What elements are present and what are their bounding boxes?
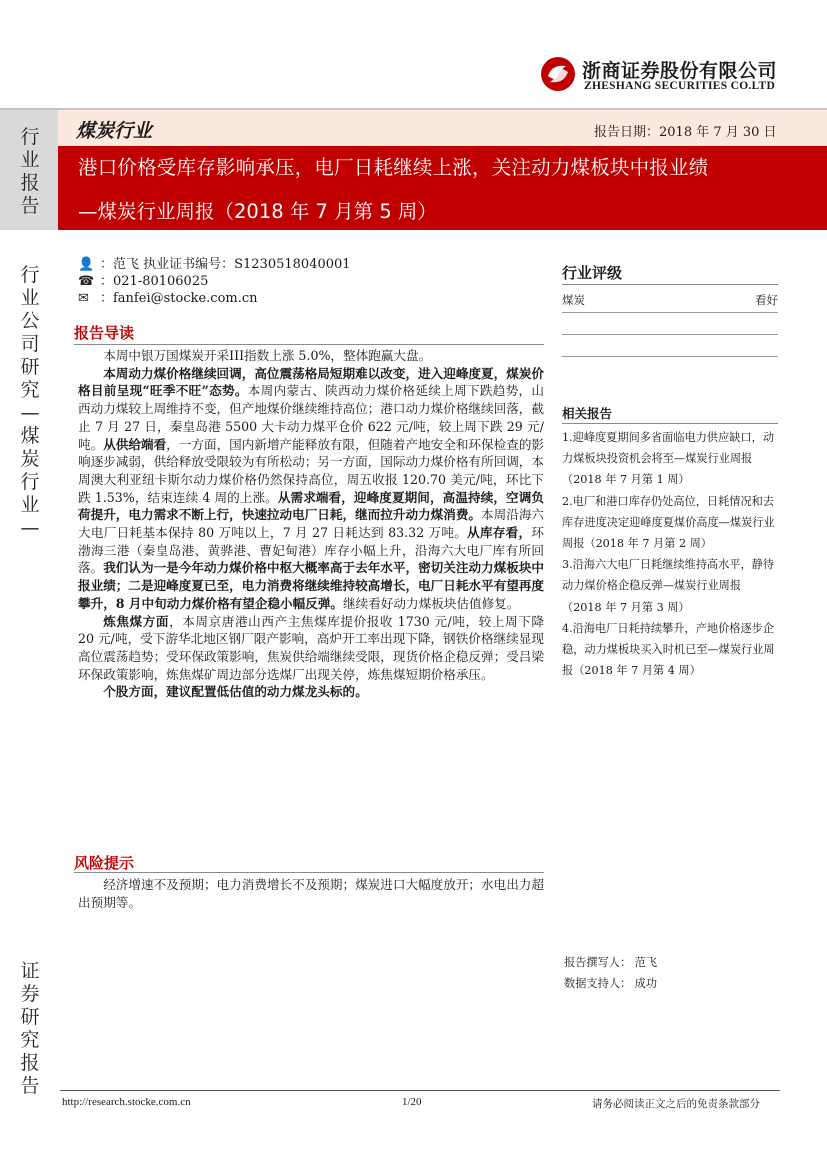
company-name-cn: 浙商证券股份有限公司 [582, 60, 778, 82]
email-address[interactable]: ：fanfei@stocke.com.cn [100, 291, 258, 306]
p2-bold-3: 从需求端看，迎峰度夏期间，高温持续，空调负荷提升，电力需求不断上行，快速拉动电厂日耗，继而拉升动力煤消费。 [78, 489, 545, 523]
side-middle-char: — [20, 517, 40, 539]
p2-bold-2: 从供给端看 [103, 436, 167, 452]
related-report-item[interactable]: 4.沿海电厂日耗持续攀升，产地价格逐步企稳，动力煤板块买入时机已至—煤炭行业周报（2018 年 7 月第 4 周） [562, 621, 775, 678]
disclaimer-note: 请务必阅读正文之后的免责条款部分 [592, 1098, 760, 1110]
side-label-middle [10, 264, 50, 540]
rating-line-3 [562, 356, 778, 357]
phone-number: ：021-80106025 [100, 274, 209, 289]
side-middle-char: 业 [20, 287, 40, 309]
intro-body [78, 347, 544, 701]
p2-text-3: 本周沿海六大电厂日耗基本保持 80 万吨以上，7 月 27 日耗达到 83.32 万吨。 [78, 507, 545, 541]
p2-bold-5: 我们认为一是今年动力煤价格中枢大概率高于去年水平，密切关注动力煤板块中报业绩；二是迎峰度夏已至，电力消费将继续维持较高增长，电厂日耗水平有望再度攀升，8 月中旬动力煤价格有望企稳小幅反弹。 [78, 560, 545, 611]
industry-name: 煤炭行业 [76, 120, 153, 142]
related-reports-list [562, 427, 780, 681]
data-supporter: 数据支持人： 成功 [564, 977, 658, 990]
side-label-top [10, 126, 50, 218]
side-middle-char: 煤 [20, 425, 40, 447]
rating-line-2 [562, 334, 778, 335]
side-top-char: 告 [20, 195, 40, 217]
p3-bold-1: 炼焦煤方面 [103, 613, 170, 629]
side-top-char: 行 [20, 126, 40, 148]
phone-icon: ☎ [78, 274, 95, 289]
analyst-row [78, 256, 351, 273]
side-bottom-char: 券 [20, 983, 40, 1005]
paragraph-1 [78, 347, 544, 365]
report-writer: 报告撰写人： 范飞 [564, 956, 658, 969]
side-middle-char: 司 [20, 333, 40, 355]
email-row [78, 290, 351, 307]
risk-text: 经济增速不及预期；电力消费增长不及预期；煤炭进口大幅度放开；水电出力超出预期等。 [78, 877, 544, 910]
related-divider [562, 423, 778, 424]
rating-divider [562, 284, 778, 285]
company-name-en: ZHESHANG SECURITIES CO.LTD [584, 80, 776, 92]
side-label-bottom [10, 960, 50, 1098]
side-bottom-char: 研 [20, 1006, 40, 1028]
report-subtitle: —煤炭行业周报（2018 年 7 月第 5 周） [78, 200, 437, 223]
side-middle-char: 业 [20, 494, 40, 516]
p2-text-5: 继续看好动力煤板块估值修复。 [343, 595, 520, 611]
side-top-char: 业 [20, 149, 40, 171]
related-report-item[interactable]: 2.电厂和港口库存仍处高位，日耗情况和去库存进度决定迎峰度夏煤价高度—煤炭行业周报（2018 年 7 月第 2 周） [562, 494, 775, 551]
side-middle-char: 炭 [20, 448, 40, 470]
phone-row [78, 273, 351, 290]
rating-value: 看好 [755, 293, 778, 307]
related-report-item[interactable]: 3.沿海六大电厂日耗继续维持高水平，静待动力煤价格企稳反弹—煤炭行业周报（2018 年 7 月第 3 周） [562, 558, 775, 614]
paragraph-2 [78, 365, 544, 613]
p2-bold-1: 本周动力煤价格继续回调，高位震荡格局短期难以改变，进入迎峰度夏，煤炭价格目前呈现“旺季不旺”态势。 [78, 365, 544, 399]
related-report-item[interactable]: 1.迎峰度夏期间多省面临电力供应缺口，动力煤板块投资机会将至—煤炭行业周报（2018 年 7 月第 1 周） [562, 431, 775, 487]
author-block [564, 952, 657, 994]
side-top-char: 报 [20, 172, 40, 194]
side-bottom-char: 证 [20, 960, 40, 982]
related-heading: 相关报告 [562, 406, 613, 421]
side-middle-char: 行 [20, 471, 40, 493]
side-middle-char: — [20, 402, 40, 424]
rating-sector: 煤炭 [562, 293, 585, 307]
rating-line-1 [562, 312, 778, 313]
paragraph-4 [78, 683, 544, 701]
p2-text-4: 环渤海三港（秦皇岛港、黄骅港、曹妃甸港）库存小幅上升，沿海六大电厂库有所回落。 [78, 525, 544, 576]
side-bottom-char: 告 [20, 1075, 40, 1097]
analyst-contact [78, 256, 351, 307]
company-logo [540, 54, 778, 98]
report-title: 港口价格受库存影响承压，电厂日耗继续上涨，关注动力煤板块中报业绩 [78, 156, 709, 179]
side-middle-char: 究 [20, 379, 40, 401]
intro-divider [74, 344, 544, 345]
rating-row [562, 292, 778, 308]
p1-text: 本周中银万国煤炭开采III指数上涨 5.0%，整体跑赢大盘。 [103, 348, 432, 363]
intro-heading: 报告导读 [74, 324, 135, 342]
p4-bold-1: 个股方面，建议配置低估值的动力煤龙头标的。 [103, 684, 368, 700]
side-bottom-char: 究 [20, 1029, 40, 1051]
analyst-info: ：范飞 执业证书编号：S1230518040001 [100, 257, 351, 272]
side-middle-char: 研 [20, 356, 40, 378]
risk-divider [74, 872, 544, 873]
p2-text-1: 本周内蒙古、陕西动力煤价格延续上周下跌趋势，山西动力煤较上周维持不变，但产地煤价继续维持高位；港口动力煤价格继续回落，截止 7 月 27 日，秦皇岛港 5500 大卡动力煤平仓价 622 元/吨，较上周下跌 29 元/吨。 [78, 383, 544, 452]
person-icon: 👤 [78, 257, 95, 272]
risk-heading: 风险提示 [74, 854, 135, 872]
side-middle-char: 行 [20, 264, 40, 286]
p2-bold-4: 从库存看， [467, 525, 532, 541]
p2-text-2: ，一方面，国内新增产能释放有限，但随着产地安全和环保检查的影响逐步减弱，供给释放受限较为有所松动；另一方面，国际动力煤价格有所回调，本周澳大利亚纽卡斯尔动力煤价格仍然保持高位，周五收报 120.70 美元/吨，环比下跌 1.53%，结束连续 4 周的上涨。 [78, 436, 545, 505]
report-date: 报告日期：2018 年 7 月 30 日 [594, 125, 777, 140]
envelope-icon: ✉ [78, 291, 89, 306]
side-bottom-char: 报 [20, 1052, 40, 1074]
p3-text-1: ，本周京唐港山西产主焦煤库提价报收 1730 元/吨，较上周下降 20 元/吨，受下游华北地区钢厂限产影响，高炉开工率出现下降，钢铁价格继续显现高位震荡趋势；受环保政策影响，焦炭供给端继续受限，现货价格企稳反弹；受吕梁环保政策影响，炼焦煤矿周边部分选煤厂出现关停，炼焦煤短期价格承压。 [78, 613, 544, 682]
footer-url[interactable]: http://research.stocke.com.cn [62, 1096, 191, 1108]
zheshang-logo-icon [540, 56, 576, 92]
rating-heading: 行业评级 [562, 264, 623, 282]
side-middle-char: 公 [20, 310, 40, 332]
paragraph-3 [78, 613, 544, 684]
footer-divider [60, 1090, 780, 1091]
page-number: 1/20 [402, 1096, 422, 1108]
